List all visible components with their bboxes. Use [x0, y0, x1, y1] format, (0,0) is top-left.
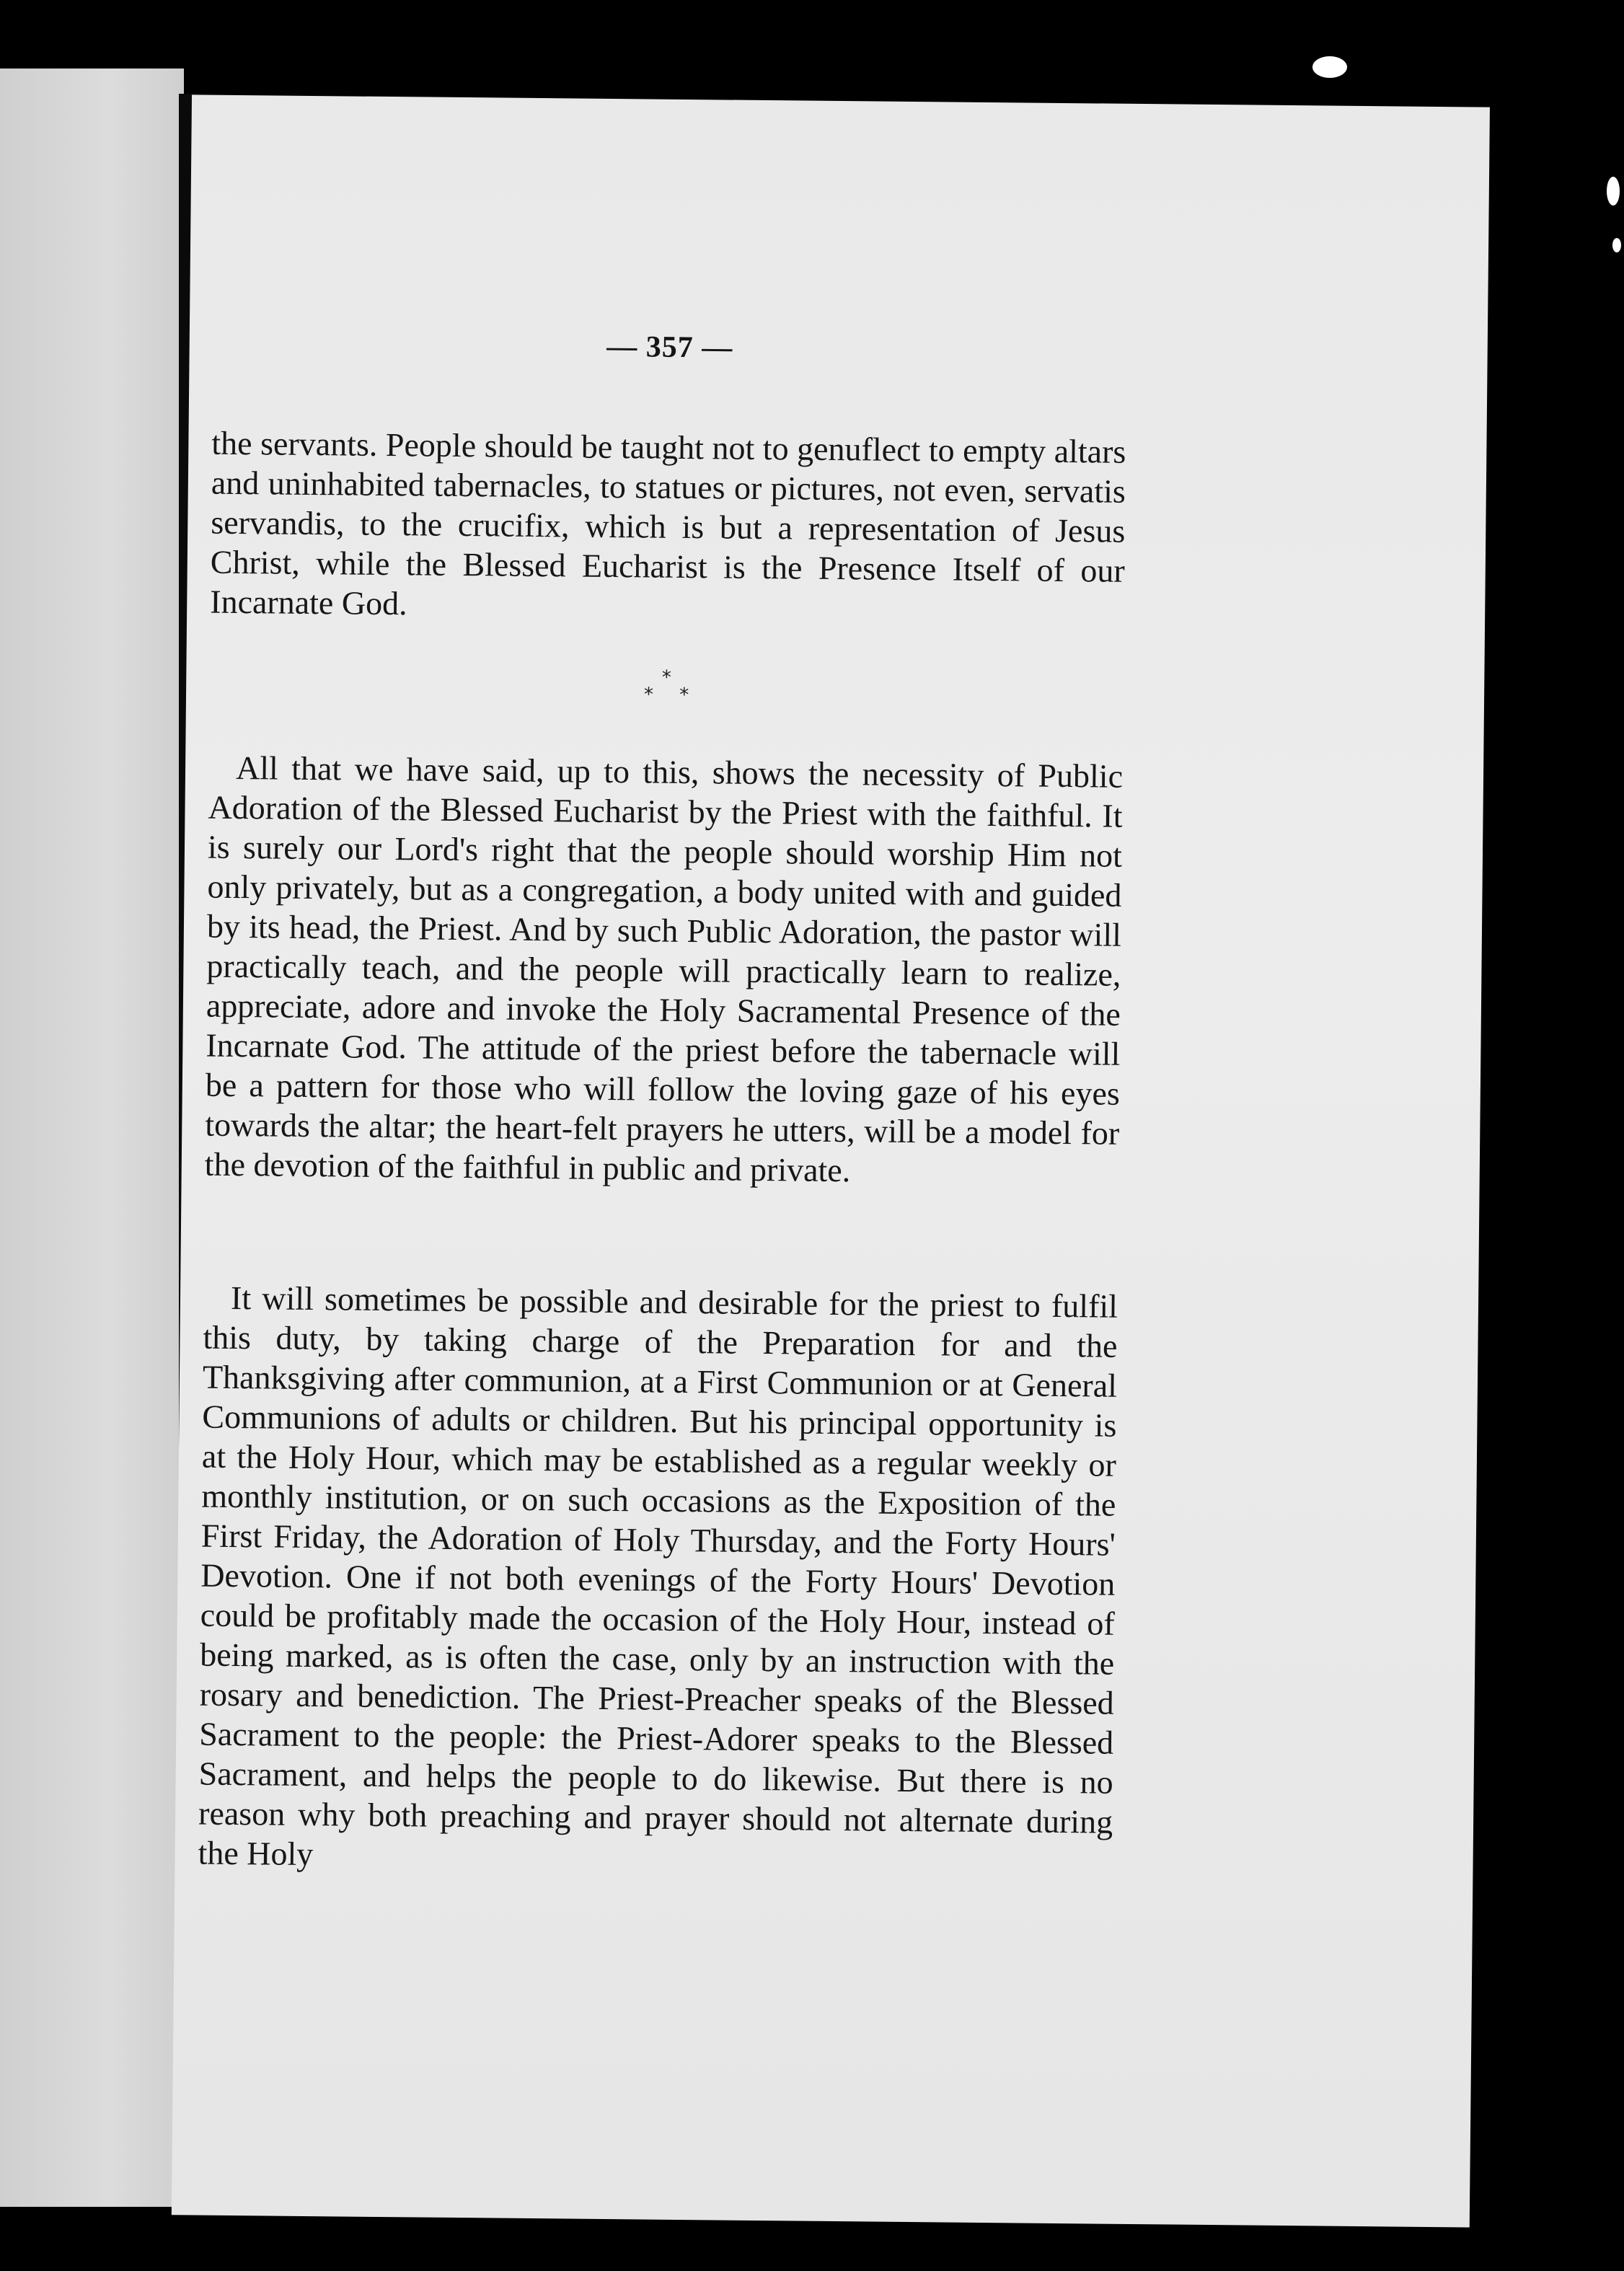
scan-speck: [1612, 238, 1621, 252]
book-page: [172, 94, 1490, 2227]
paragraph-2: All that we have said, up to this, shows the necessity of Public Adoration of the Blessed Eucharist by the Priest with the faithful. It is surely our Lord's right that the people should worship Him not only privately, but as a congregation, a body united with and guided by its head, the Priest. And by such Public Adoration, the pastor will practically teach, and the people will practically learn to realize, appreciate, adore and invoke the Holy Sacramental Presence of the Incarnate God. The attitude of the priest before the tabernacle will be a pattern for those who will follow the loving gaze of his eyes towards the altar; the heart-felt prayers he utters, will be a model for the devotion of the faithful in public and private.: [204, 749, 1124, 1189]
section-ornament: [209, 665, 1124, 708]
scan-speck: [1607, 177, 1620, 206]
scan-speck: [1312, 56, 1347, 78]
facing-page-edge: [0, 69, 184, 2207]
ornament-asterisk-top: *: [661, 666, 671, 689]
page-text-block: [198, 95, 1129, 1873]
ornament-asterisks-bottom: * *: [643, 684, 700, 707]
paragraph-1: the servants. People should be taught not to genuflect to empty altars and uninhabited tabernacles, to statues or pictures, not even, servatis servandis, to the crucifix, which is but a representation of Jesus Christ, while the Blessed Eucharist is the Presence Itself of our Incarnate God.: [210, 424, 1126, 622]
paragraph-3: It will sometimes be possible and desirable for the priest to fulfil this duty, by taking charge of the Preparation for and the Thanksgiving after communion, at a First Communion or at General Communions of adults or children. But his principal opportunity is at the Holy Hour, which may be established as a regular weekly or monthly institution, or on such occasions as the Exposition of the First Friday, the Adoration of Holy Thursday, and the Forty Hours' Devotion. One if not both evenings of the Forty Hours' Devotion could be profitably made the occasion of the Holy Hour, instead of being marked, as is often the case, only by an instruction with the rosary and benediction. The Priest-Preacher speaks of the Blessed Sacrament to the people: the Priest-Adorer speaks to the Blessed Sacrament, and helps the people to do likewise. But there is no reason why both preaching and prayer should not alternate during the Holy: [198, 1279, 1118, 1873]
page-number: — 357 —: [606, 330, 733, 365]
